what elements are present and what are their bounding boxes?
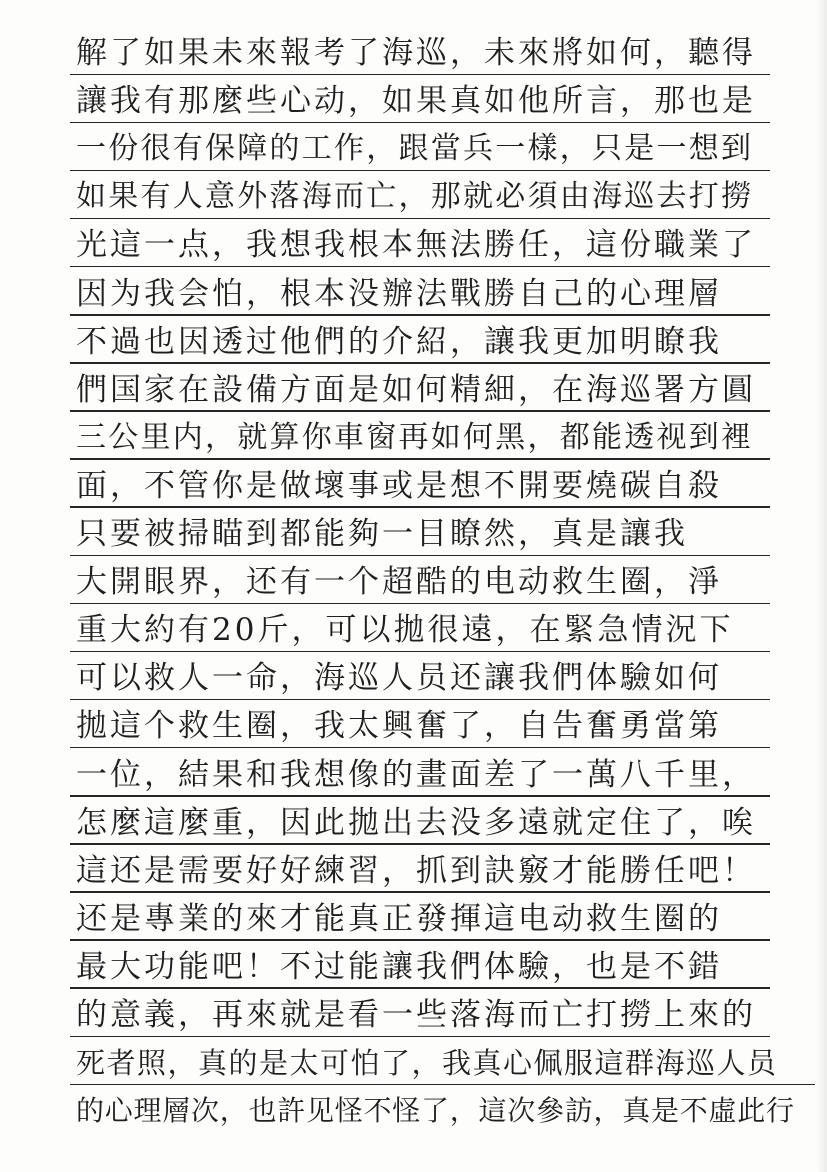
essay-line [70,654,770,700]
essay-line-text: 可以救人一命，海巡人员还讓我們体驗如何 [76,660,722,697]
essay-line-text: 的意義，再來就是看一些落海而亡打撈上來的 [76,997,756,1033]
essay-line-text: 如果有人意外落海而亡，那就必須由海巡去打撈 [76,179,754,215]
essay-line-text: 还是專業的來才能真正發揮這电动救生圈的 [76,900,722,937]
ruled-line [70,699,770,701]
essay-line-text: 最大功能吧！不过能讓我們体驗，也是不錯 [76,948,722,985]
essay-line [70,270,770,316]
essay-line [70,847,770,893]
ruled-line [70,939,770,941]
essay-line [70,77,770,123]
essay-line [70,895,770,941]
ruled-line [70,362,770,364]
essay-line-text: 這还是需要好好練習，抓到訣竅才能勝任吧！ [76,852,756,889]
essay-line [70,606,770,652]
essay-line-text: 的心理層次，也許见怪不怪了，這次參訪，真是不虛此行 [76,1094,795,1128]
essay-line-text: 重大約有20斤，可以拋很遠，在緊急情況下 [76,612,734,649]
ruled-line [70,266,770,268]
essay-line [70,1039,815,1085]
ruled-line [70,1084,815,1086]
ruled-line [70,314,770,316]
essay-line [70,462,770,508]
essay-line-text: 三公里内，就算你車窗再如何黑，都能透视到裡 [76,419,754,455]
essay-line [70,414,770,460]
essay-line-text: 讓我有那麼些心动，如果真如他所言，那也是 [76,83,756,120]
essay-line [70,702,770,748]
ruled-line [70,891,770,893]
essay-line-text: 因为我会怕，根本没辦法戰勝自己的心理層 [76,275,722,312]
ruled-line [70,651,770,653]
ruled-line [70,555,770,557]
essay-line-text: 光這一点，我想我根本無法勝任，這份職業了 [76,227,756,264]
ruled-line [70,458,770,460]
essay-line [70,558,770,604]
ruled-line [70,170,770,172]
ruled-line [70,1036,770,1038]
ruled-line [70,843,770,845]
essay-line-text: 面，不管你是做壞事或是想不開要燒碳自殺 [76,467,722,504]
essay-line-text: 拋這个救生圈，我太興奮了，自告奮勇當第 [76,708,722,745]
essay-line [70,318,770,364]
essay-line [70,173,770,219]
essay-line [70,799,770,845]
essay-line [70,1087,815,1133]
essay-line-text: 不過也因透过他們的介紹，讓我更加明瞭我 [76,323,722,360]
essay-line [70,510,770,556]
essay-line [70,991,770,1037]
ruled-line [70,74,770,76]
ruled-line [70,747,770,749]
essay-line [70,366,770,412]
essay-line-text: 怎麼這麼重，因此拋出去没多遠就定住了，唉 [76,804,756,841]
ruled-line [70,603,770,605]
essay-line [70,221,770,267]
essay-line [70,125,770,171]
essay-line-text: 們国家在設備方面是如何精細，在海巡署方圓 [76,371,756,408]
essay-line [70,29,770,75]
essay-line-text: 一份很有保障的工作，跟當兵一樣，只是一想到 [76,131,754,167]
essay-line [70,751,770,797]
ruled-line [70,122,770,124]
essay-line-text: 死者照，真的是太可怕了，我真心佩服這群海巡人员 [76,1046,778,1081]
ruled-line [70,506,770,508]
ruled-line [70,410,770,412]
essay-line-text: 大開眼界，还有一个超酷的电动救生圈，淨 [76,564,722,601]
ruled-line [70,218,770,220]
scan-edge [817,0,827,1172]
essay-line-text: 一位，結果和我想像的畫面差了一萬八千里， [76,756,756,793]
ruled-line [70,987,770,989]
essay-line [70,943,770,989]
ruled-line [70,795,770,797]
essay-line-text: 只要被掃瞄到都能夠一目瞭然，真是讓我 [76,516,688,552]
essay-line-text: 解了如果未來報考了海巡，未來將如何，聽得 [76,35,756,71]
